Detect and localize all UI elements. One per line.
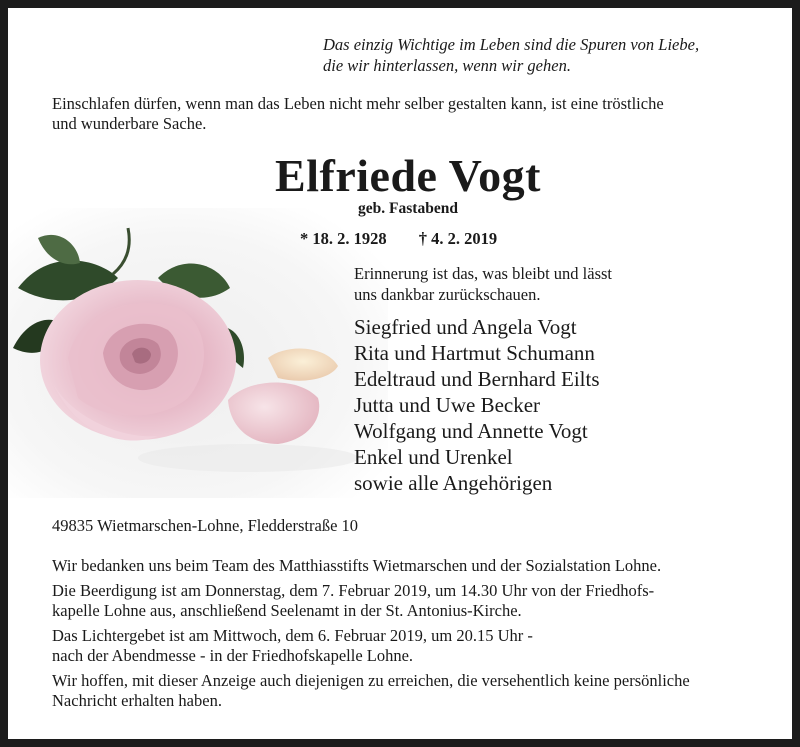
hope-line: Wir hoffen, mit dieser Anzeige auch diejenigen zu erreichen, die versehentlich keine persönliche bbox=[52, 671, 690, 690]
address: 49835 Wietmarschen-Lohne, Fledderstraße 10 bbox=[52, 516, 359, 535]
birth-date: * 18. 2. 1928 bbox=[300, 229, 387, 248]
quote-line: Erinnerung ist das, was bleibt und lässt bbox=[354, 264, 613, 283]
motto-quote bbox=[323, 34, 763, 76]
intro-line: und wunderbare Sache. bbox=[52, 114, 207, 133]
mourner-entry: Rita und Hartmut Schumann bbox=[354, 341, 595, 365]
mourners-list bbox=[354, 314, 714, 496]
funeral-note bbox=[52, 581, 768, 621]
memory-quote bbox=[354, 263, 684, 305]
motto-line: Das einzig Wichtige im Leben sind die Spuren von Liebe, bbox=[323, 35, 700, 54]
mourner-entry: Enkel und Urenkel bbox=[354, 445, 513, 469]
intro-line: Einschlafen dürfen, wenn man das Leben nicht mehr selber gestalten kann, ist eine tröstliche bbox=[52, 94, 664, 113]
quote-line: uns dankbar zurückschauen. bbox=[354, 285, 541, 304]
motto-line: die wir hinterlassen, wenn wir gehen. bbox=[323, 56, 571, 75]
thanks-note: Wir bedanken uns beim Team des Matthiasstifts Wietmarschen und der Sozialstation Lohne. bbox=[52, 556, 662, 575]
funeral-line: kapelle Lohne aus, anschließend Seelenamt in der St. Antonius-Kirche. bbox=[52, 601, 522, 620]
mourner-entry: Siegfried und Angela Vogt bbox=[354, 315, 577, 339]
birth-name: geb. Fastabend bbox=[358, 200, 458, 217]
mourner-entry: sowie alle Angehörigen bbox=[354, 471, 553, 495]
prayer-line: Das Lichtergebet ist am Mittwoch, dem 6. Februar 2019, um 20.15 Uhr - bbox=[52, 626, 533, 645]
death-date: † 4. 2. 2019 bbox=[418, 229, 498, 248]
life-dates bbox=[300, 229, 520, 249]
notes-section bbox=[52, 556, 768, 716]
mourner-entry: Jutta und Uwe Becker bbox=[354, 393, 541, 417]
hope-note bbox=[52, 671, 768, 711]
prayer-note bbox=[52, 626, 768, 666]
deceased-name: Elfriede Vogt bbox=[275, 150, 541, 201]
funeral-line: Die Beerdigung ist am Donnerstag, dem 7. Februar 2019, um 14.30 Uhr von der Friedhofs- bbox=[52, 581, 655, 600]
intro-text bbox=[52, 94, 764, 134]
prayer-line: nach der Abendmesse - in der Friedhofskapelle Lohne. bbox=[52, 646, 414, 665]
mourner-entry: Edeltraud und Bernhard Eilts bbox=[354, 367, 600, 391]
hope-line: Nachricht erhalten haben. bbox=[52, 691, 222, 710]
mourner-entry: Wolfgang und Annette Vogt bbox=[354, 419, 588, 443]
rose-image bbox=[8, 208, 388, 498]
